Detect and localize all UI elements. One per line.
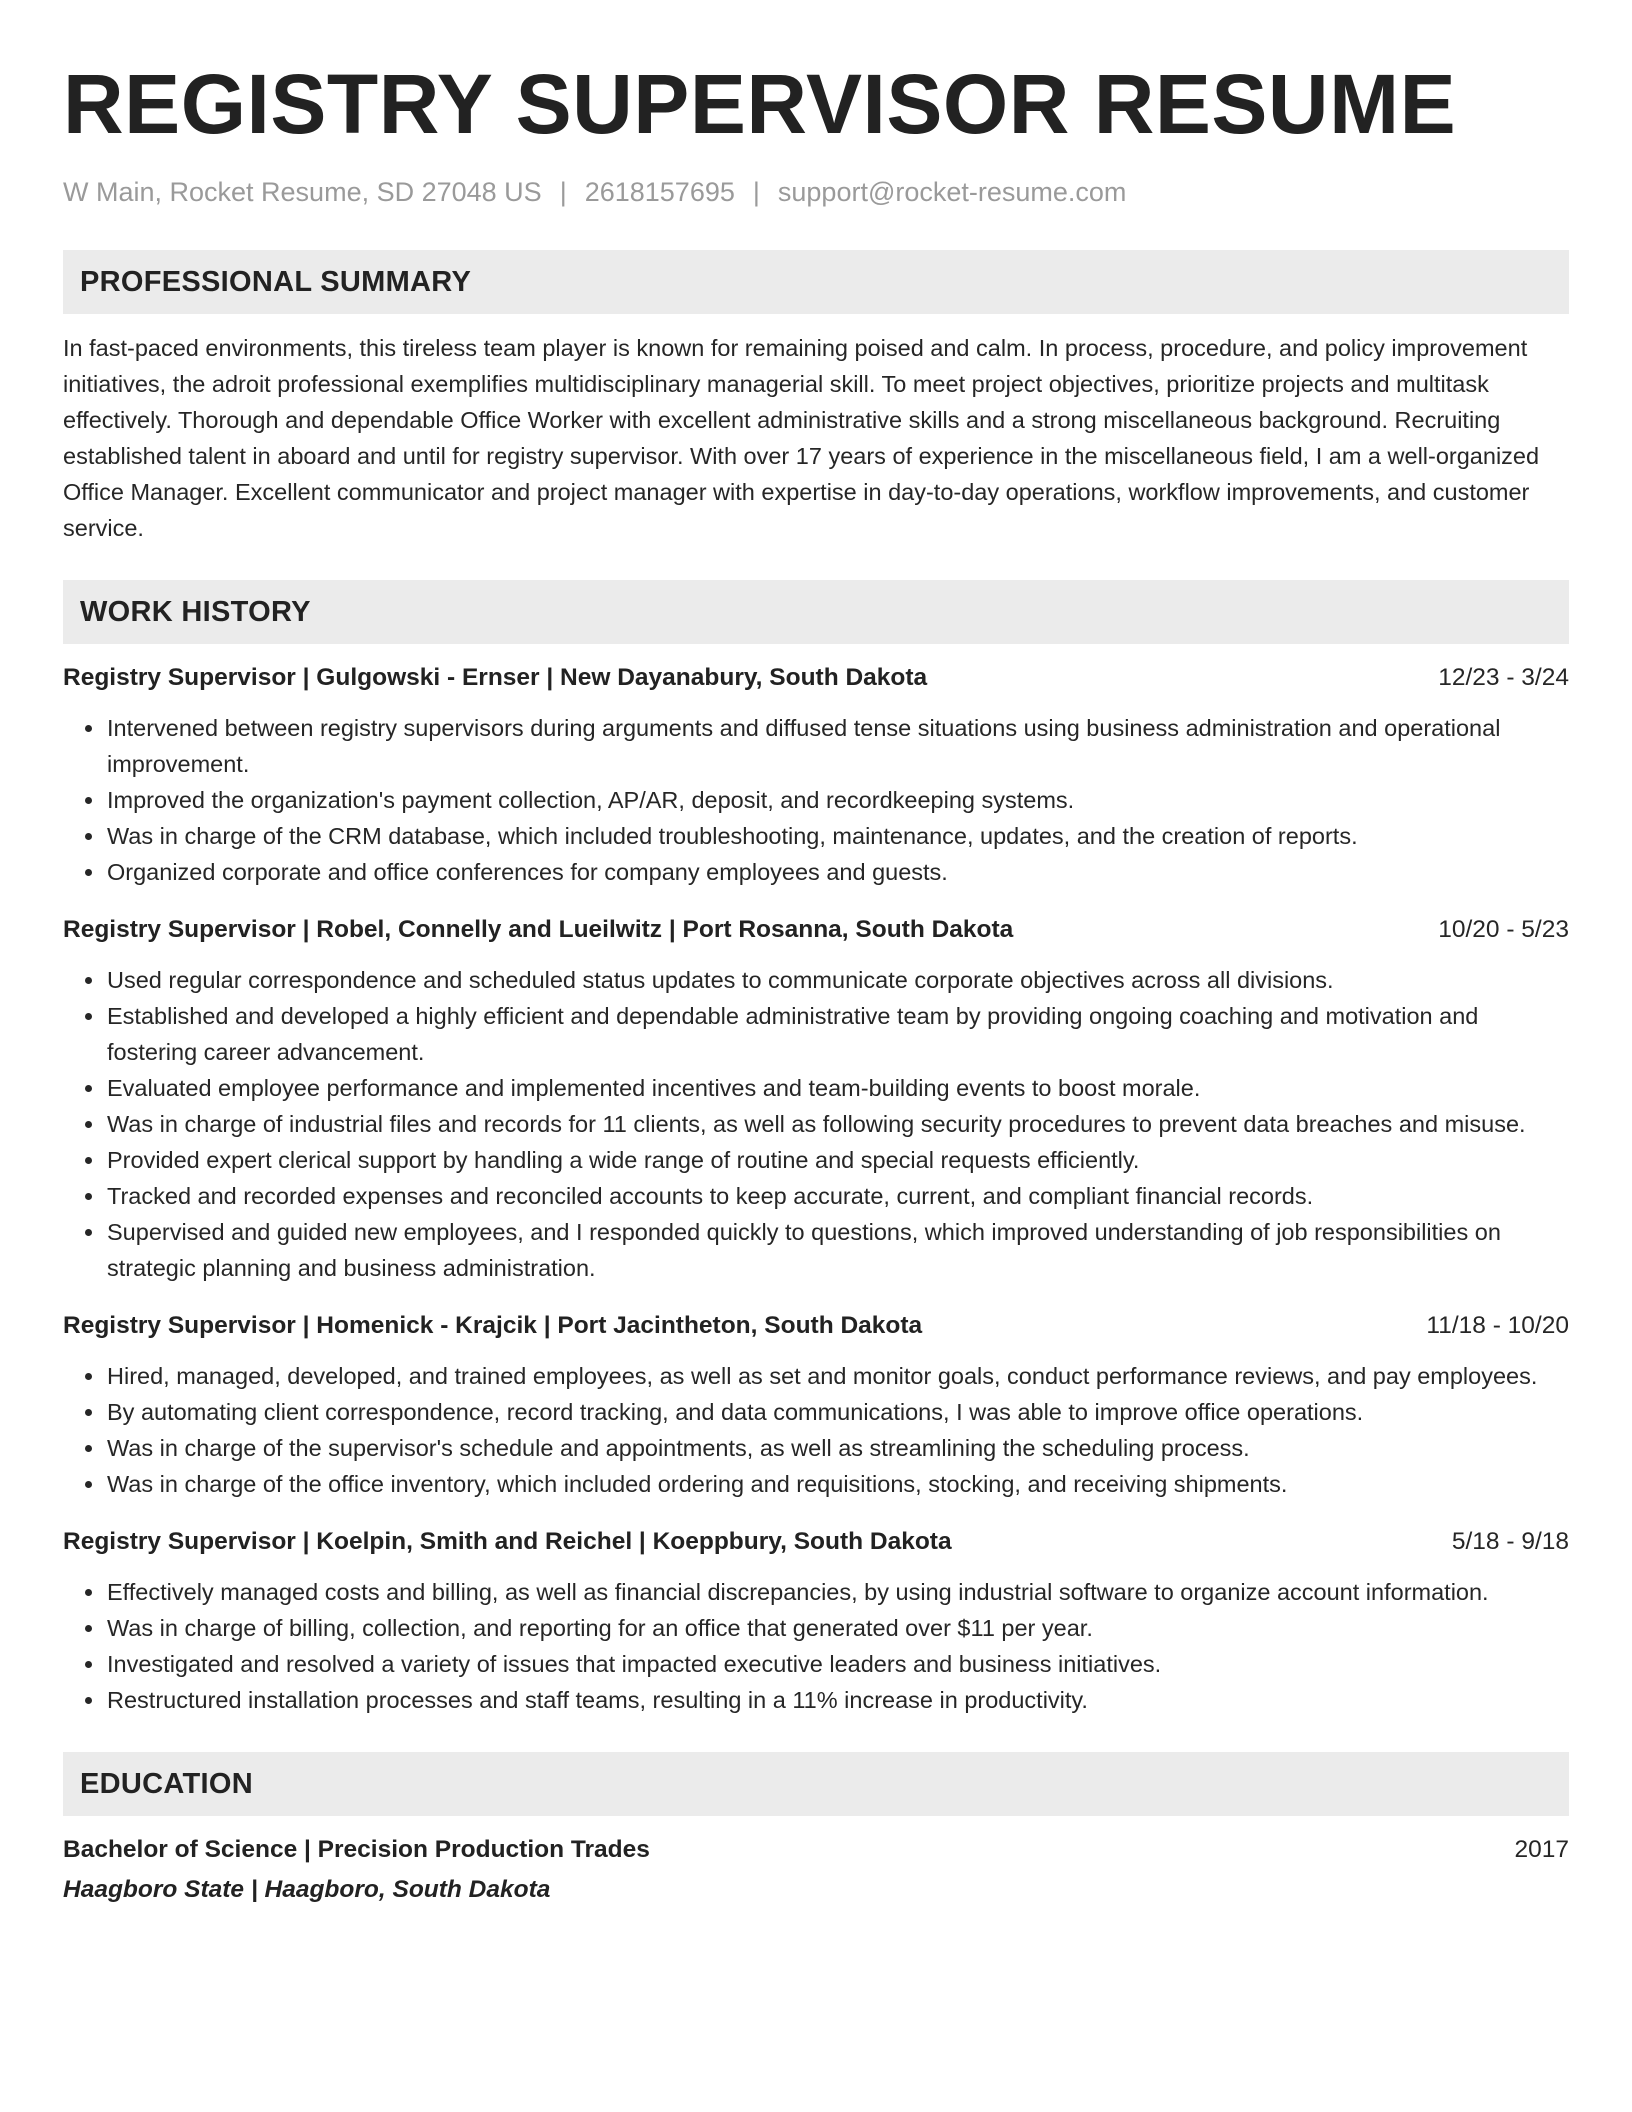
job-bullet: • Intervened between registry supervisors during arguments and diffused tense situations using business administration and operational improvement. — [106, 710, 1569, 782]
education-year: 2017 — [1514, 1836, 1569, 1863]
job-title: Registry Supervisor | Gulgowski - Ernser | New Dayanabury, South Dakota — [63, 664, 928, 691]
section-heading-education: EDUCATION — [63, 1752, 1569, 1816]
job-bullet: • Effectively managed costs and billing, as well as financial discrepancies, by using industrial software to organize account information. — [106, 1574, 1569, 1610]
contact-phone: 2618157695 — [584, 177, 735, 207]
job-entry — [63, 912, 1569, 1286]
education-entry — [63, 1832, 1569, 1908]
job-header — [63, 912, 1569, 948]
job-bullet: • Provided expert clerical support by handling a wide range of routine and special requests efficiently. — [106, 1142, 1569, 1178]
job-bullet: • By automating client correspondence, record tracking, and data communications, I was able to improve office operations. — [106, 1394, 1569, 1430]
job-title: Registry Supervisor | Homenick - Krajcik | Port Jacintheton, South Dakota — [63, 1312, 923, 1339]
job-bullet: • Used regular correspondence and scheduled status updates to communicate corporate objectives across all divisions. — [106, 962, 1569, 998]
contact-separator: | — [559, 177, 567, 207]
resume-title: REGISTRY SUPERVISOR RESUME — [63, 57, 1457, 151]
job-dates: 10/20 - 5/23 — [1438, 916, 1569, 943]
summary-text: In fast-paced environments, this tireless team player is known for remaining poised and calm. In process, procedure, and policy improvement initiatives, the adroit professional exemplifies multidisciplinary managerial skill. To meet project objectives, prioritize projects and multitask effectively. Thorough and dependable Office Worker with excellent administrative skills and a strong miscellaneous background. Recruiting established talent in aboard and until for registry supervisor. With over 17 years of experience in the miscellaneous field, I am a well-organized Office Manager. Excellent communicator and project manager with expertise in day-to-day operations, workflow improvements, and customer service. — [63, 335, 1540, 541]
job-bullet: • Improved the organization's payment collection, AP/AR, deposit, and recordkeeping systems. — [106, 782, 1569, 818]
job-bullet: • Investigated and resolved a variety of issues that impacted executive leaders and business initiatives. — [106, 1646, 1569, 1682]
contact-email: support@rocket-resume.com — [777, 177, 1127, 207]
job-bullet: • Supervised and guided new employees, and I responded quickly to questions, which improved understanding of job responsibilities on strategic planning and business administration. — [106, 1214, 1569, 1286]
contact-separator: | — [752, 177, 760, 207]
job-bullet: • Evaluated employee performance and implemented incentives and team-building events to boost morale. — [106, 1070, 1569, 1106]
job-title: Registry Supervisor | Robel, Connelly and Lueilwitz | Port Rosanna, South Dakota — [63, 916, 1014, 943]
education-degree: Bachelor of Science | Precision Production Trades — [63, 1836, 650, 1863]
job-bullets — [63, 962, 1569, 1286]
job-bullet: • Was in charge of the office inventory, which included ordering and requisitions, stocking, and receiving shipments. — [106, 1466, 1569, 1502]
contact-address: W Main, Rocket Resume, SD 27048 US — [63, 177, 542, 207]
job-bullet: • Established and developed a highly efficient and dependable administrative team by providing ongoing coaching and motivation and fostering career advancement. — [106, 998, 1569, 1070]
job-dates: 12/23 - 3/24 — [1438, 664, 1569, 691]
job-header — [63, 660, 1569, 696]
education-header — [63, 1832, 1569, 1868]
job-dates: 11/18 - 10/20 — [1426, 1312, 1569, 1339]
job-bullets — [63, 1358, 1569, 1502]
job-bullet: • Restructured installation processes and staff teams, resulting in a 11% increase in productivity. — [106, 1682, 1569, 1718]
job-bullet: • Was in charge of the supervisor's schedule and appointments, as well as streamlining the scheduling process. — [106, 1430, 1569, 1466]
job-bullet: • Was in charge of billing, collection, and reporting for an office that generated over $11 per year. — [106, 1610, 1569, 1646]
job-dates: 5/18 - 9/18 — [1451, 1528, 1569, 1555]
job-bullet: • Organized corporate and office conferences for company employees and guests. — [106, 854, 1569, 890]
job-bullets — [63, 1574, 1569, 1718]
education-school: Haagboro State | Haagboro, South Dakota — [63, 1876, 551, 1903]
job-title: Registry Supervisor | Koelpin, Smith and Reichel | Koeppbury, South Dakota — [63, 1528, 952, 1555]
job-bullet: • Was in charge of the CRM database, which included troubleshooting, maintenance, updates, and the creation of reports. — [106, 818, 1569, 854]
contact-line — [63, 174, 1569, 210]
job-bullets — [63, 710, 1569, 890]
job-header — [63, 1308, 1569, 1344]
job-header — [63, 1524, 1569, 1560]
section-heading-work-history: WORK HISTORY — [63, 580, 1569, 644]
job-entry — [63, 1308, 1569, 1502]
job-bullet: • Hired, managed, developed, and trained employees, as well as set and monitor goals, conduct performance reviews, and pay employees. — [106, 1358, 1569, 1394]
section-heading-summary: PROFESSIONAL SUMMARY — [63, 250, 1569, 314]
job-entry — [63, 1524, 1569, 1718]
job-bullet: • Was in charge of industrial files and records for 11 clients, as well as following security procedures to prevent data breaches and misuse. — [106, 1106, 1569, 1142]
job-entry — [63, 660, 1569, 890]
job-bullet: • Tracked and recorded expenses and reconciled accounts to keep accurate, current, and compliant financial records. — [106, 1178, 1569, 1214]
